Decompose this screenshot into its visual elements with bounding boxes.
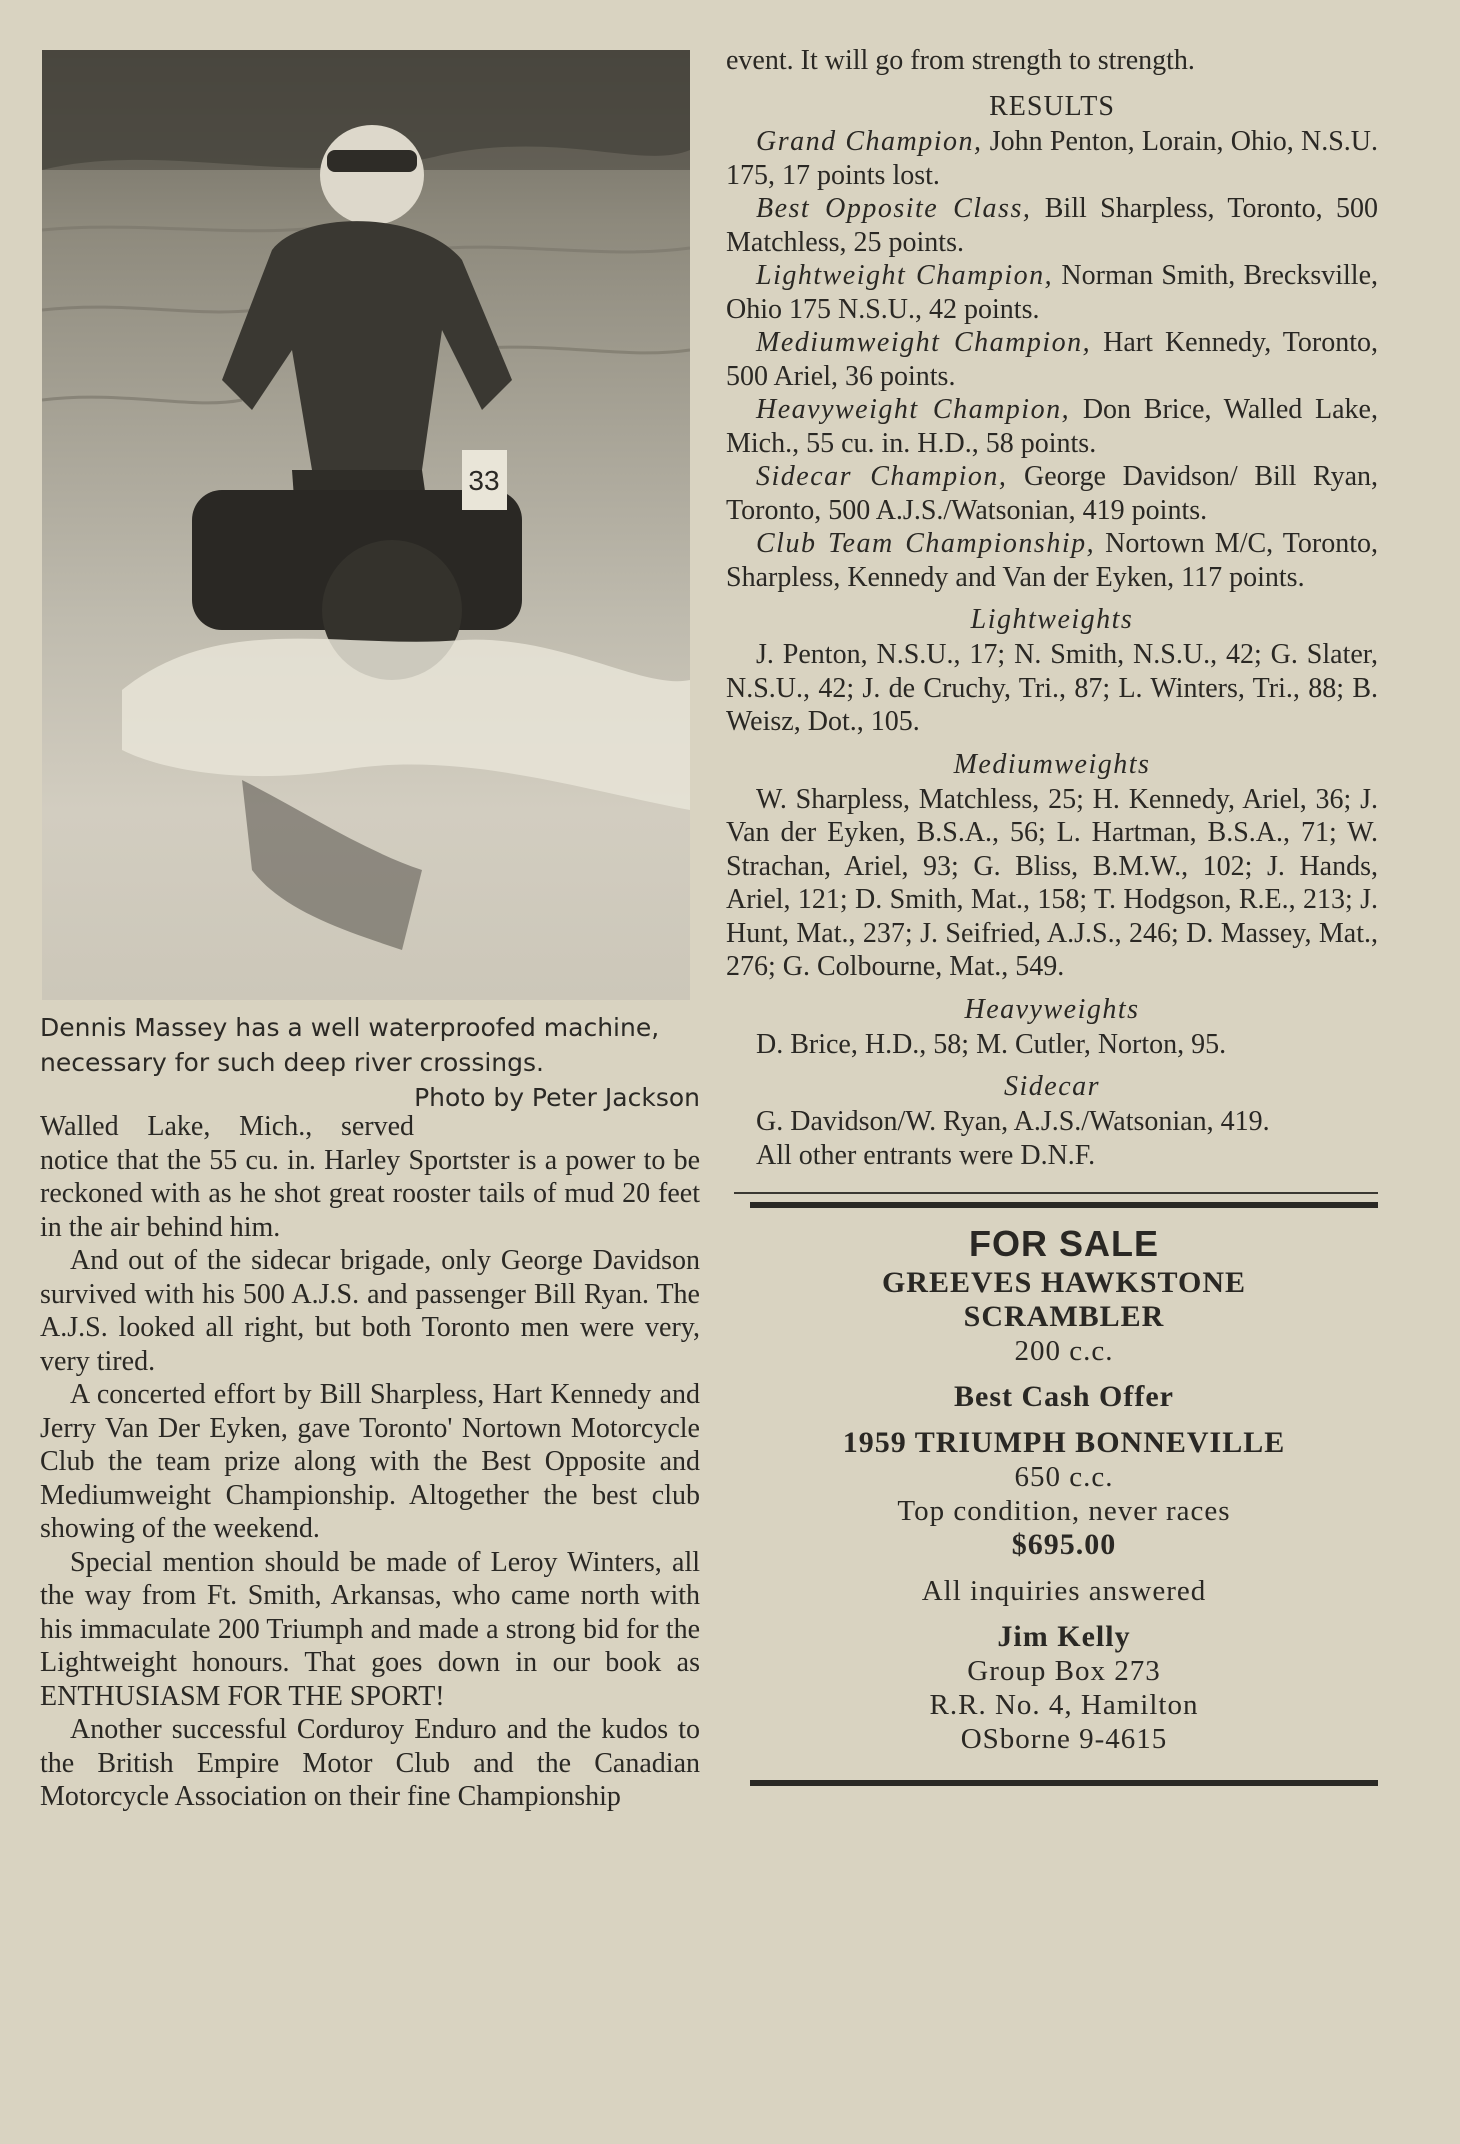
- result-detail: George Davidson/ Bill Ryan, Toronto, 500 A.J.S./Watsonian, 419 points.: [726, 461, 1378, 526]
- result-class: Sidecar Champion,: [756, 461, 1008, 492]
- ad-item1-cc: 200 c.c.: [1014, 1335, 1114, 1367]
- result-class: Grand Champion,: [756, 126, 983, 157]
- ad-item1-price: Best Cash Offer: [954, 1380, 1174, 1413]
- result-detail: Hart Kennedy, Toronto, 500 Ariel, 36 points.: [726, 327, 1378, 392]
- result-entry: [726, 259, 1378, 326]
- section-text-lightweights: J. Penton, N.S.U., 17; N. Smith, N.S.U., 42; G. Slater, N.S.U., 42; J. de Cruchy, Tri., 87; L. Winters, Tri., 88; B. Weisz, Dot., 105.: [726, 639, 1378, 737]
- result-detail: John Penton, Lorain, Ohio, N.S.U. 175, 17 points lost.: [726, 126, 1379, 191]
- result-class: Heavyweight Champion,: [756, 394, 1071, 425]
- motorcycle-river-crossing-image: [42, 50, 690, 1000]
- ad-title: FOR SALE: [968, 1223, 1159, 1264]
- caption-text: Dennis Massey has a well waterproofed machine, necessary for such deep river crossings.: [40, 1013, 660, 1077]
- ad-contact-box: Group Box 273: [967, 1655, 1161, 1687]
- article-paragraph: Walled Lake, Mich., served notice that the 55 cu. in. Harley Sportster is a power to be reckoned with as he shot great rooster tails of mud 20 feet in the air behind him.: [40, 1111, 700, 1243]
- rider-photo: [42, 50, 690, 1000]
- section-heading-lightweights: Lightweights: [970, 604, 1134, 635]
- ad-inquiries: All inquiries answered: [921, 1575, 1207, 1607]
- ad-item1-name: GREEVES HAWKSTONE: [881, 1266, 1247, 1299]
- photo-credit: Photo by Peter Jackson: [414, 1083, 700, 1112]
- result-entry: [726, 125, 1378, 192]
- ad-item2-cc: 650 c.c.: [1014, 1461, 1114, 1493]
- article-paragraph: A concerted effort by Bill Sharpless, Hart Kennedy and Jerry Van Der Eyken, gave Toronto' Nortown Motorcycle Club the team prize along with the Best Opposite and Mediumweight Championship. Altogether the best club showing of the weekend.: [40, 1379, 700, 1544]
- article-left-text: [40, 1110, 700, 1814]
- result-entry: [726, 460, 1378, 527]
- divider-thick: [750, 1202, 1378, 1208]
- ad-item2-condition: Top condition, never races: [897, 1495, 1231, 1527]
- left-column: [40, 50, 700, 1814]
- article-paragraph: And out of the sidecar brigade, only George Davidson survived with his 500 A.J.S. and passenger Bill Ryan. The A.J.S. looked all right, but both Toronto men were very, very tired.: [40, 1245, 700, 1377]
- result-entry: [726, 192, 1378, 259]
- result-class: Best Opposite Class,: [756, 193, 1032, 224]
- result-class: Lightweight Champion,: [756, 260, 1054, 291]
- section-heading-sidecar: Sidecar: [1003, 1071, 1101, 1102]
- result-entry: [726, 527, 1378, 594]
- result-detail: Don Brice, Walled Lake, Mich., 55 cu. in. H.D., 58 points.: [726, 394, 1378, 459]
- ad-item2-name: 1959 TRIUMPH BONNEVILLE: [842, 1426, 1286, 1459]
- ad-contact-address: R.R. No. 4, Hamilton: [929, 1689, 1199, 1721]
- article-paragraph: Another successful Corduroy Enduro and the kudos to the British Empire Motor Club and the Canadian Motorcycle Association on their fine Championship: [40, 1714, 700, 1812]
- article-paragraph: Special mention should be made of Leroy Winters, all the way from Ft. Smith, Arkansas, who came north with his immaculate 200 Triumph and made a strong bid for the Lightweight honours. That goes down in our book as ENTHUSIASM FOR THE SPORT!: [40, 1546, 700, 1712]
- for-sale-advertisement: [750, 1222, 1378, 1756]
- divider-thin: [734, 1192, 1378, 1194]
- race-number-plate: 33: [468, 465, 500, 496]
- result-detail: Nortown M/C, Toronto, Sharpless, Kennedy and Van der Eyken, 117 points.: [726, 528, 1378, 593]
- ad-item2-price: $695.00: [1011, 1528, 1117, 1561]
- photo-caption: [40, 1010, 700, 1112]
- result-class: Mediumweight Champion,: [756, 327, 1092, 358]
- result-class: Club Team Championship,: [756, 528, 1096, 559]
- result-entry: [726, 326, 1378, 393]
- result-detail: Norman Smith, Brecksville, Ohio 175 N.S.U., 42 points.: [726, 260, 1378, 325]
- right-column: [726, 44, 1378, 1786]
- closing-line: All other entrants were D.N.F.: [756, 1139, 1096, 1171]
- section-heading-mediumweights: Mediumweights: [953, 748, 1151, 780]
- section-text-mediumweights: W. Sharpless, Matchless, 25; H. Kennedy, Ariel, 36; J. Van der Eyken, B.S.A., 56; L. Hartman, B.S.A., 71; W. Strachan, Ariel, 93; G. Bliss, B.M.W., 102; J. Hands, Ariel, 121; D. Smith, Mat., 158; T. Hodgson, R.E., 213; J. Hunt, Mat., 237; J. Seifried, A.J.S., 246; D. Massey, Mat., 276; G. Colbourne, Mat., 549.: [726, 783, 1378, 982]
- section-text-heavyweights: D. Brice, H.D., 58; M. Cutler, Norton, 95.: [756, 1028, 1227, 1060]
- ad-contact-phone: OSborne 9-4615: [960, 1723, 1168, 1755]
- ad-item1-name-line2: SCRAMBLER: [963, 1300, 1165, 1333]
- section-text-sidecar: G. Davidson/W. Ryan, A.J.S./Watsonian, 419.: [756, 1106, 1270, 1137]
- ad-contact-name: Jim Kelly: [997, 1620, 1131, 1653]
- result-detail: Bill Sharpless, Toronto, 500 Matchless, 25 points.: [726, 193, 1378, 258]
- divider-end: [750, 1780, 1378, 1786]
- result-entry: [726, 393, 1378, 460]
- section-heading-heavyweights: Heavyweights: [964, 993, 1140, 1025]
- article-continuation: event. It will go from strength to strength.: [726, 45, 1195, 76]
- results-heading: RESULTS: [989, 90, 1115, 122]
